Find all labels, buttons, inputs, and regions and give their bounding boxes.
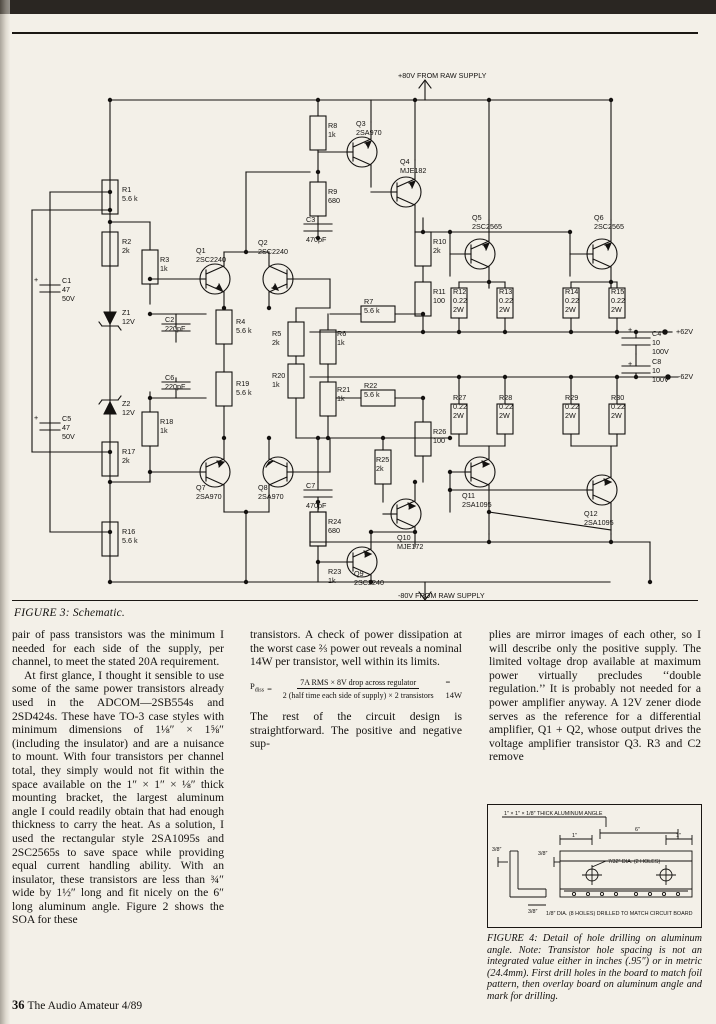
label-C8: C8 bbox=[652, 357, 662, 366]
label-C1-val2: 50V bbox=[62, 294, 75, 303]
label-Q4: Q4 bbox=[400, 157, 410, 166]
formula-lhs: $P_{diss}$ bbox=[250, 681, 265, 694]
label-R13-w: 2W bbox=[499, 305, 510, 314]
label-C4-val1: 10 bbox=[652, 338, 660, 347]
label-R8: R8 bbox=[328, 121, 338, 130]
label-Q4-val: MJE182 bbox=[400, 166, 427, 175]
label-R22-val: 5.6 k bbox=[364, 390, 380, 399]
label-Q11: Q11 bbox=[462, 491, 476, 500]
column-3 bbox=[489, 628, 701, 764]
label-R21: R21 bbox=[337, 385, 351, 394]
label-R25-val: 2k bbox=[376, 464, 384, 473]
page-number: 36 bbox=[12, 998, 25, 1012]
label-R13-val: 0.22 bbox=[499, 296, 513, 305]
label-R6-val: 1k bbox=[337, 338, 345, 347]
label-R15: R15 bbox=[611, 287, 625, 296]
label-R10-val: 2k bbox=[433, 246, 441, 255]
label-R27-w: 2W bbox=[453, 411, 464, 420]
label-R15-w: 2W bbox=[611, 305, 622, 314]
label-R11: R11 bbox=[433, 287, 446, 296]
scan-edge-left bbox=[0, 0, 10, 1024]
label-Q8-val: 2SA970 bbox=[258, 492, 284, 501]
formula-fraction bbox=[275, 676, 442, 703]
label-C5-plus: + bbox=[34, 413, 39, 422]
label-R25: R25 bbox=[376, 455, 390, 464]
label-R18-val: 1k bbox=[160, 426, 168, 435]
label-R30-w: 2W bbox=[611, 411, 622, 420]
figure-4 bbox=[487, 804, 702, 1003]
label-R29-w: 2W bbox=[565, 411, 576, 420]
label-rail-bottom: -80V FROM RAW SUPPLY bbox=[398, 591, 485, 600]
label-R22: R22 bbox=[364, 381, 378, 390]
label-Q9: Q9 bbox=[354, 569, 364, 578]
label-Z1: Z1 bbox=[122, 308, 131, 317]
figure-4-frame bbox=[487, 804, 702, 928]
label-Q3-val: 2SA970 bbox=[356, 128, 382, 137]
label-R1-val: 5.6 k bbox=[122, 194, 138, 203]
label-R16: R16 bbox=[122, 527, 136, 536]
formula-equals: = bbox=[267, 683, 272, 694]
label-R9: R9 bbox=[328, 187, 338, 196]
label-Q7: Q7 bbox=[196, 483, 206, 492]
label-R26-val: 100 bbox=[433, 436, 445, 445]
label-rail-pos: +62V bbox=[676, 327, 693, 336]
label-R14-val: 0.22 bbox=[565, 296, 579, 305]
label-R28-val: 0.22 bbox=[499, 402, 513, 411]
label-Q10-val: MJE172 bbox=[397, 542, 424, 551]
col2-p2: The rest of the circuit design is straightforward. The positive and negative sup- bbox=[250, 709, 462, 751]
label-R27: R27 bbox=[453, 393, 467, 402]
fig4-label-top: 1″ × 1″ × 1/8″ THICK ALUMINUM ANGLE bbox=[504, 811, 603, 817]
label-C7: C7 bbox=[306, 481, 316, 490]
formula-result: = 14W bbox=[445, 676, 462, 701]
label-Z2-val: 12V bbox=[122, 408, 135, 417]
scan-edge-top bbox=[0, 0, 716, 14]
label-R14: R14 bbox=[565, 287, 579, 296]
label-R8-val: 1k bbox=[328, 130, 336, 139]
label-R15-val: 0.22 bbox=[611, 296, 625, 305]
label-Q8: Q8 bbox=[258, 483, 268, 492]
label-R14-w: 2W bbox=[565, 305, 576, 314]
label-R7: R7 bbox=[364, 297, 374, 306]
label-Q3: Q3 bbox=[356, 119, 366, 128]
publication-title: The Audio Amateur 4/89 bbox=[27, 1000, 143, 1012]
label-C4-plus: + bbox=[628, 325, 633, 334]
label-R29: R29 bbox=[565, 393, 579, 402]
label-R2: R2 bbox=[122, 237, 132, 246]
label-R19: R19 bbox=[236, 379, 250, 388]
label-C6-val: 220pF bbox=[165, 382, 186, 391]
label-R18: R18 bbox=[160, 417, 174, 426]
col1-p2: At first glance, I thought it sensible to use some of the same power transistors already used in the ADCOM—2SB554s and 2SD424s. These have TO-3 case styles with minimum dimensions of 1⅛″ × 1⅝″ (including the insulator) and are a nuisance to mount. With four transistors per channel total, they simply would not fit within the space available on the 1″ × 1″ × ⅛″ thick mounting bracket, the largest aluminum angle I could readily obtain that had enough thickness to carry the heat. As a solution, I used the rectangular style 2SA1095s and 2SC2565s to save space while providing equal current handling ability. With an insulator, these transistors are less than ¾″ wide by 1½″ long and fit nicely on the 6″ long aluminum angle. Figure 2 shows the SOA for these bbox=[12, 668, 224, 927]
label-C3: C3 bbox=[306, 215, 316, 224]
label-R1: R1 bbox=[122, 185, 132, 194]
label-R12: R12 bbox=[453, 287, 467, 296]
label-R12-val: 0.22 bbox=[453, 296, 467, 305]
label-R4: R4 bbox=[236, 317, 246, 326]
fig4-dim-1in-b: 1″ bbox=[676, 833, 681, 839]
label-Z1-val: 12V bbox=[122, 317, 135, 326]
label-Q12: Q12 bbox=[584, 509, 598, 518]
label-Q10: Q10 bbox=[397, 533, 411, 542]
label-C5: C5 bbox=[62, 414, 72, 423]
label-R12-w: 2W bbox=[453, 305, 464, 314]
label-R26: R26 bbox=[433, 427, 447, 436]
label-R30-val: 0.22 bbox=[611, 402, 625, 411]
label-R3: R3 bbox=[160, 255, 170, 264]
label-R23-val: 1k bbox=[328, 576, 336, 585]
label-Q6: Q6 bbox=[594, 213, 604, 222]
label-R23: R23 bbox=[328, 567, 342, 576]
label-C1: C1 bbox=[62, 276, 72, 285]
page-footer bbox=[12, 998, 702, 1013]
figure-3-caption: FIGURE 3: Schematic. bbox=[14, 607, 125, 619]
label-C8-val2: 100V bbox=[652, 375, 669, 384]
label-C5-val1: 47 bbox=[62, 423, 70, 432]
formula-denominator: 2 (half time each side of supply) × 2 transistors bbox=[282, 691, 434, 701]
label-Z2: Z2 bbox=[122, 399, 131, 408]
label-R5: R5 bbox=[272, 329, 282, 338]
page-content bbox=[10, 14, 706, 1024]
label-R11-val: 100 bbox=[433, 296, 445, 305]
label-R10: R10 bbox=[433, 237, 447, 246]
rule-top bbox=[12, 32, 698, 34]
label-C8-plus: + bbox=[628, 359, 633, 368]
label-C3-val: 470pF bbox=[306, 235, 327, 244]
label-Q5: Q5 bbox=[472, 213, 482, 222]
label-R30: R30 bbox=[611, 393, 625, 402]
label-rail-top: +80V FROM RAW SUPPLY bbox=[398, 71, 487, 80]
label-C2: C2 bbox=[165, 315, 175, 324]
fig4-dim-6in: 6″ bbox=[635, 827, 640, 833]
label-Q7-val: 2SA970 bbox=[196, 492, 222, 501]
label-R9-val: 680 bbox=[328, 196, 340, 205]
label-R7-val: 5.6 k bbox=[364, 306, 380, 315]
fig4-dim-38-b: 3/8″ bbox=[538, 851, 548, 857]
label-R21-val: 1k bbox=[337, 394, 345, 403]
schematic-drawing bbox=[10, 42, 700, 602]
label-R27-val: 0.22 bbox=[453, 402, 467, 411]
fig4-holes-732: 7/32″ DIA. (2 HOLES) bbox=[608, 859, 661, 865]
label-R28: R28 bbox=[499, 393, 513, 402]
label-Q1-val: 2SC2240 bbox=[196, 255, 226, 264]
label-C5-val2: 50V bbox=[62, 432, 75, 441]
label-C4: C4 bbox=[652, 329, 662, 338]
column-2 bbox=[250, 628, 462, 751]
label-C4-val2: 100V bbox=[652, 347, 669, 356]
fig4-dim-38-a: 3/8″ bbox=[492, 847, 502, 853]
label-C2-val: 220pF bbox=[165, 324, 186, 333]
label-C7-val: 470pF bbox=[306, 501, 327, 510]
label-R20: R20 bbox=[272, 371, 286, 380]
label-R17: R17 bbox=[122, 447, 136, 456]
label-R24-val: 680 bbox=[328, 526, 340, 535]
label-R20-val: 1k bbox=[272, 380, 280, 389]
fig4-dim-1in-a: 1″ bbox=[572, 833, 577, 839]
label-R4-val: 5.6 k bbox=[236, 326, 252, 335]
label-R6: R6 bbox=[337, 329, 347, 338]
figure-4-caption: FIGURE 4: Detail of hole drilling on aluminum angle. Note: Transistor hole spacing is not an integrated value either in inches (.95″) or in metric (24.4mm). First drill holes in the board to match foil pattern, then overlay board on aluminum angle and mark for drilling. bbox=[487, 933, 702, 1002]
label-Q11-val: 2SA1095 bbox=[462, 500, 492, 509]
label-C8-val1: 10 bbox=[652, 366, 660, 375]
label-R2-val: 2k bbox=[122, 246, 130, 255]
label-Q9-val: 2SC2240 bbox=[354, 578, 384, 587]
column-1 bbox=[12, 628, 224, 927]
label-R29-val: 0.22 bbox=[565, 402, 579, 411]
label-C1-val1: 47 bbox=[62, 285, 70, 294]
label-Q2: Q2 bbox=[258, 238, 268, 247]
label-R17-val: 2k bbox=[122, 456, 130, 465]
power-dissipation-formula bbox=[250, 676, 462, 703]
col3-p1: plies are mirror images of each other, so I will describe only the positive supply. The limited voltage drop available at maximum power virtually precludes ‘‘double regulation.’’ It is probably not needed for a power amplifier anyway. A 12V zener diode serves as the reference for a differential amplifier, Q1 + Q2, whose output drives the voltage amplifier transistor Q3. R3 and C2 remove bbox=[489, 628, 701, 764]
label-R28-w: 2W bbox=[499, 411, 510, 420]
label-R5-val: 2k bbox=[272, 338, 280, 347]
label-R13: R13 bbox=[499, 287, 513, 296]
label-R24: R24 bbox=[328, 517, 342, 526]
label-Q1: Q1 bbox=[196, 246, 206, 255]
formula-numerator: 7A RMS × 8V drop across regulator bbox=[297, 678, 419, 689]
label-C6: C6 bbox=[165, 373, 175, 382]
label-Q5-val: 2SC2565 bbox=[472, 222, 502, 231]
label-R3-val: 1k bbox=[160, 264, 168, 273]
figure-3 bbox=[10, 32, 700, 619]
label-rail-neg: -62V bbox=[678, 372, 694, 381]
label-Q2-val: 2SC2240 bbox=[258, 247, 288, 256]
label-C1-plus: + bbox=[34, 275, 39, 284]
fig4-holes-18: 1/8″ DIA. (8 HOLES) DRILLED TO MATCH CIRCUIT BOARD bbox=[546, 911, 693, 917]
col1-p1: pair of pass transistors was the minimum I needed for each side of the supply, per channel, to meet the stated 20A requirement. bbox=[12, 628, 224, 669]
label-Q12-val: 2SA1095 bbox=[584, 518, 614, 527]
label-Q6-val: 2SC2565 bbox=[594, 222, 624, 231]
col2-p1: transistors. A check of power dissipation at the worst case ⅔ power out reveals a nominal 14W per transistor, well within its limits. bbox=[250, 628, 462, 669]
fig4-dim-38-c: 3/8″ bbox=[528, 909, 538, 915]
label-R16-val: 5.6 k bbox=[122, 536, 138, 545]
label-R19-val: 5.6 k bbox=[236, 388, 252, 397]
